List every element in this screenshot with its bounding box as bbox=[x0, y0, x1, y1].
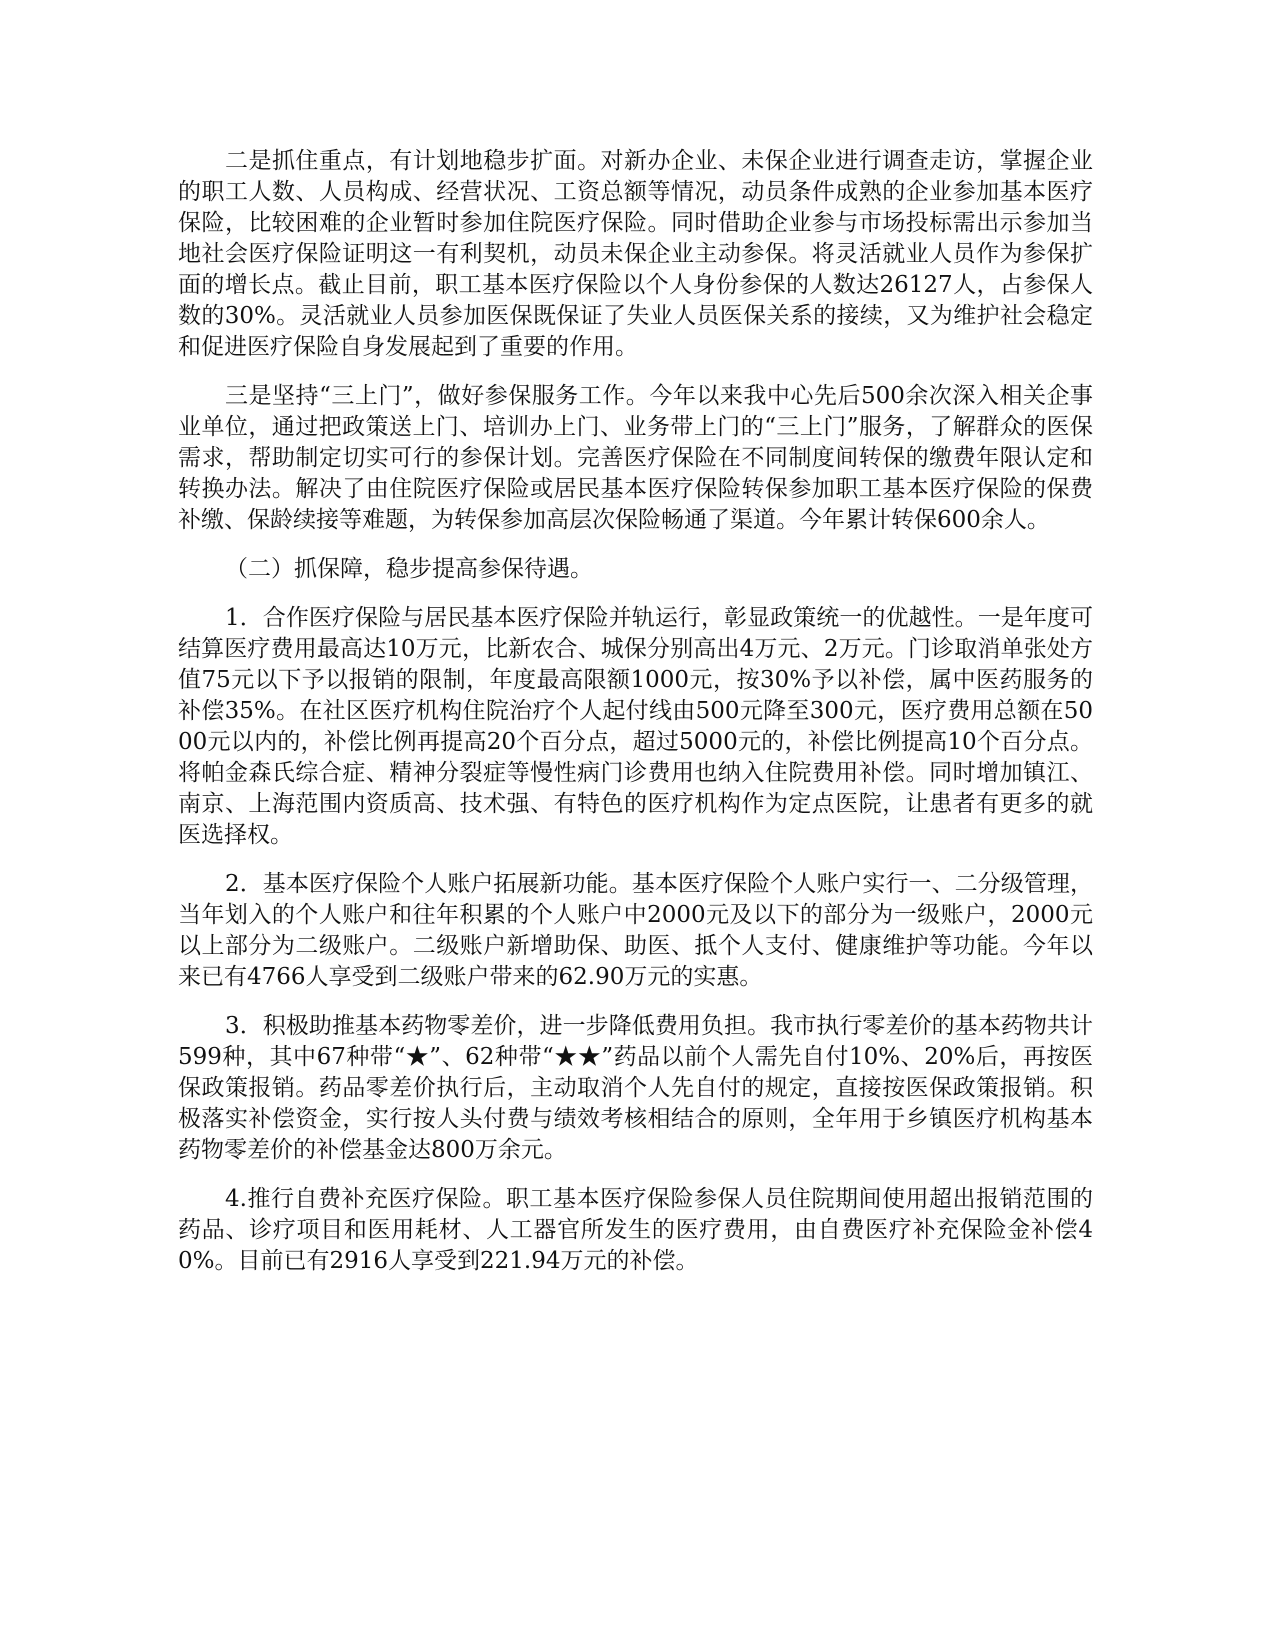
paragraph-item-4: 4.推行自费补充医疗保险。职工基本医疗保险参保人员住院期间使用超出报销范围的药品、诊疗项目和医用耗材、人工器官所发生的医疗费用，由自费医疗补充保险金补偿40%。目前已有2916人享受到221.94万元的补偿。 bbox=[178, 1186, 1093, 1274]
paragraph-door-service: 三是坚持“三上门”，做好参保服务工作。今年以来我中心先后500余次深入相关企事业单位，通过把政策送上门、培训办上门、业务带上门的“三上门”服务，了解群众的医保需求，帮助制定切实可行的参保计划。完善医疗保险在不同制度间转保的缴费年限认定和转换办法。解决了由住院医疗保险或居民基本医疗保险转保参加职工基本医疗保险的保费补缴、保龄续接等难题，为转保参加高层次保险畅通了渠道。今年累计转保600余人。 bbox=[178, 383, 1093, 533]
paragraph-expand-coverage: 二是抓住重点，有计划地稳步扩面。对新办企业、未保企业进行调查走访，掌握企业的职工人数、人员构成、经营状况、工资总额等情况，动员条件成熟的企业参加基本医疗保险，比较困难的企业暂时参加住院医疗保险。同时借助企业参与市场投标需出示参加当地社会医疗保险证明这一有利契机，动员未保企业主动参保。将灵活就业人员作为参保扩面的增长点。截止目前，职工基本医疗保险以个人身份参保的人数达26127人，占参保人数的30%。灵活就业人员参加医保既保证了失业人员医保关系的接续，又为维护社会稳定和促进医疗保险自身发展起到了重要的作用。 bbox=[178, 148, 1093, 360]
paragraph-item-3: 3．积极助推基本药物零差价，进一步降低费用负担。我市执行零差价的基本药物共计599种，其中67种带“★”、62种带“★★”药品以前个人需先自付10%、20%后，再按医保政策报销。药品零差价执行后，主动取消个人先自付的规定，直接按医保政策报销。积极落实补偿资金，实行按人头付费与绩效考核相结合的原则，全年用于乡镇医疗机构基本药物零差价的补偿基金达800万余元。 bbox=[178, 1013, 1093, 1163]
paragraph-item-2: 2．基本医疗保险个人账户拓展新功能。基本医疗保险个人账户实行一、二分级管理，当年划入的个人账户和往年积累的个人账户中2000元及以下的部分为一级账户，2000元以上部分为二级账户。二级账户新增助保、助医、抵个人支付、健康维护等功能。今年以来已有4766人享受到二级账户带来的62.90万元的实惠。 bbox=[178, 871, 1093, 990]
document-page bbox=[178, 146, 1093, 1295]
paragraph-item-1: 1．合作医疗保险与居民基本医疗保险并轨运行，彰显政策统一的优越性。一是年度可结算医疗费用最高达10万元，比新农合、城保分别高出4万元、2万元。门诊取消单张处方值75元以下予以报销的限制，年度最高限额1000元，按30%予以补偿，属中医药服务的补偿35%。在社区医疗机构住院治疗个人起付线由500元降至300元，医疗费用总额在5000元以内的，补偿比例再提高20个百分点，超过5000元的，补偿比例提高10个百分点。将帕金森氏综合症、精神分裂症等慢性病门诊费用也纳入住院费用补偿。同时增加镇江、南京、上海范围内资质高、技术强、有特色的医疗机构作为定点医院，让患者有更多的就医选择权。 bbox=[178, 605, 1093, 848]
section-heading-benefits: （二）抓保障，稳步提高参保待遇。 bbox=[225, 556, 593, 582]
